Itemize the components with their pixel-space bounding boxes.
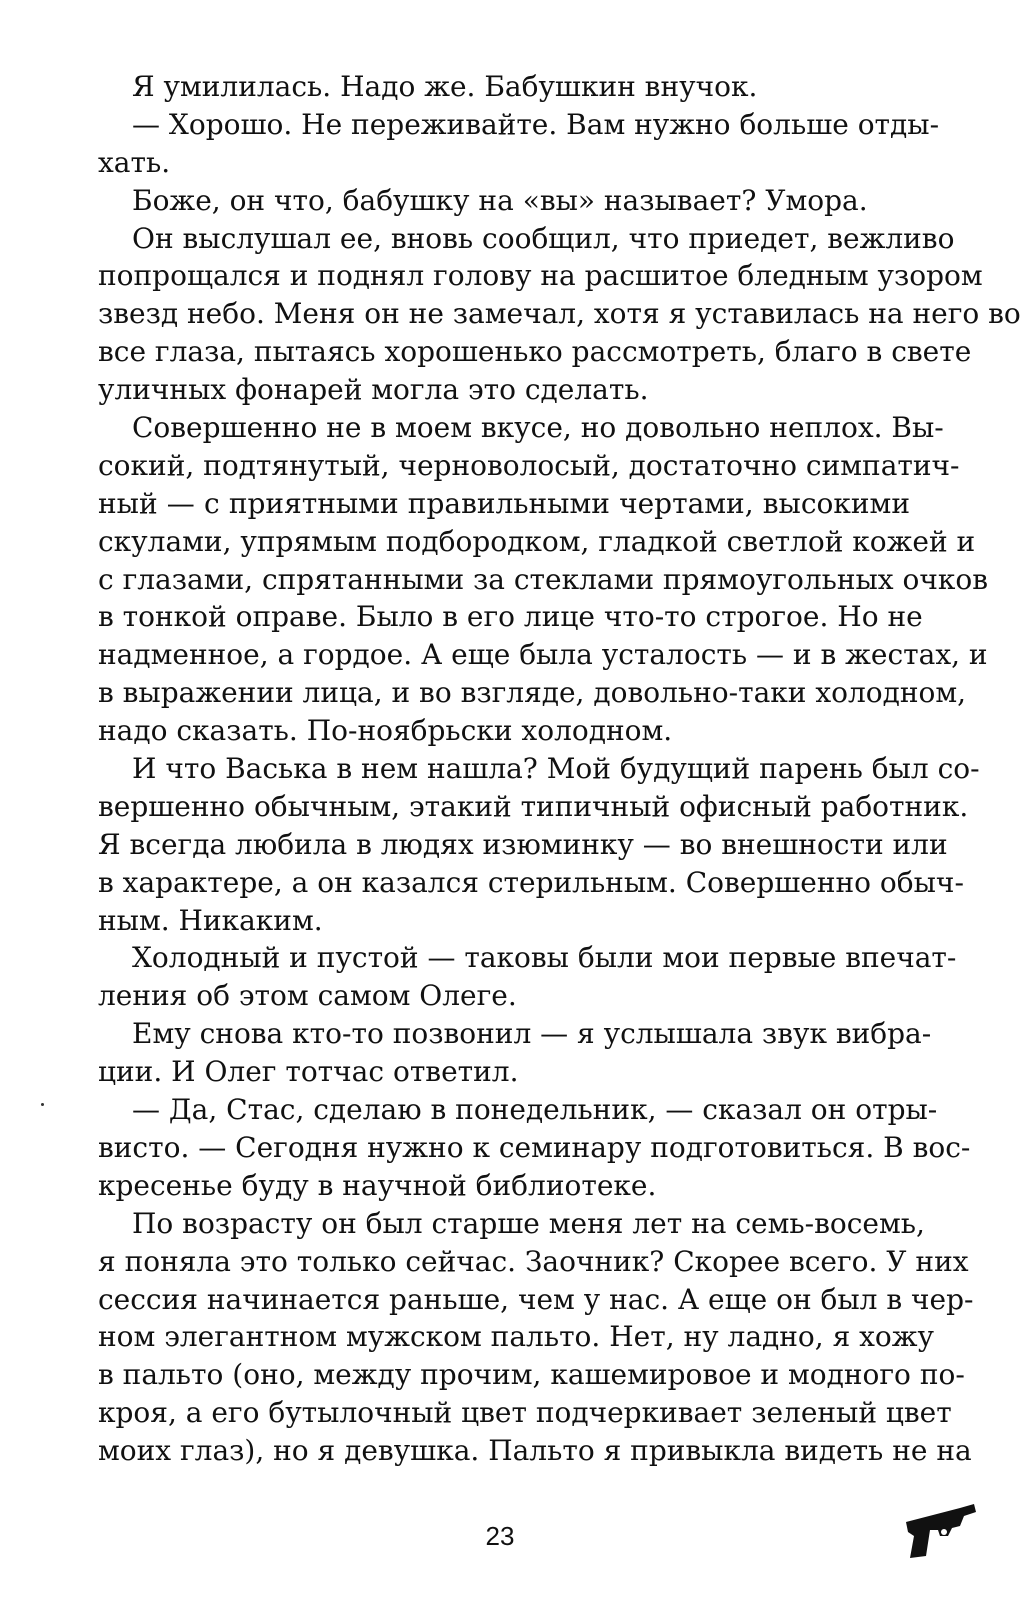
text-line: По возрасту он был старше меня лет на семь-восемь, (132, 1206, 925, 1240)
text-line: в выражении лица, и во взгляде, довольно-таки холодном, (98, 676, 967, 710)
text-line: в пальто (оно, между прочим, кашемировое и модного по- (98, 1358, 965, 1392)
text-line: ным. Никаким. (98, 903, 323, 937)
text-line: уличных фонарей могла это сделать. (98, 373, 649, 407)
text-line: ции. И Олег тотчас ответил. (98, 1055, 519, 1089)
text-line: надо сказать. По-ноябрьски холодном. (98, 714, 673, 748)
text-line: моих глаз), но я девушка. Пальто я привыкла видеть не на (98, 1434, 972, 1468)
text-line: с глазами, спрятанными за стеклами прямоугольных очков (98, 562, 988, 596)
text-line: кресенье буду в научной библиотеке. (98, 1168, 657, 1202)
text-line: попрощался и поднял голову на расшитое бледным узором (98, 259, 983, 293)
text-line: ный — с приятными правильными чертами, высокими (98, 486, 910, 520)
text-line: Боже, он что, бабушку на «вы» называет? Умора. (132, 183, 868, 217)
text-line: вершенно обычным, этакий типичный офисный работник. (98, 789, 969, 823)
text-line: Я всегда любила в людях изюминку — во внешности или (98, 827, 948, 861)
text-line: — Хорошо. Не переживайте. Вам нужно больше отды- (132, 107, 940, 141)
text-line: в характере, а он казался стерильным. Совершенно обыч- (98, 865, 964, 899)
revolver-icon (900, 1492, 978, 1564)
text-line: — Да, Стас, сделаю в понедельник, — сказал он отры- (132, 1093, 938, 1127)
text-line: сессия начинается раньше, чем у нас. А еще он был в чер- (98, 1282, 974, 1316)
text-line: висто. — Сегодня нужно к семинару подготовиться. В вос- (98, 1130, 971, 1164)
text-line: сокий, подтянутый, черноволосый, достаточно симпатич- (98, 448, 960, 482)
text-line: надменное, а гордое. А еще была усталость — и в жестах, и (98, 638, 988, 672)
text-line: Холодный и пустой — таковы были мои первые впечат- (132, 941, 957, 975)
text-line: Ему снова кто-то позвонил — я услышала звук вибра- (132, 1017, 932, 1051)
text-line: ном элегантном мужском пальто. Нет, ну ладно, я хожу (98, 1320, 935, 1354)
body-text (98, 68, 1021, 1470)
text-line: я поняла это только сейчас. Заочник? Скорее всего. У них (98, 1244, 969, 1278)
text-line: все глаза, пытаясь хорошенько рассмотреть, благо в свете (98, 335, 972, 369)
page-number: 23 (485, 1521, 515, 1551)
print-speck (41, 1103, 44, 1106)
text-line: кроя, а его бутылочный цвет подчеркивает зеленый цвет (98, 1396, 952, 1430)
text-line: Я умилилась. Надо же. Бабушкин внучок. (132, 70, 758, 103)
text-line: скулами, упрямым подбородком, гладкой светлой кожей и (98, 524, 976, 558)
text-line: хать. (98, 145, 171, 179)
text-line: И что Васька в нем нашла? Мой будущий парень был со- (132, 752, 980, 786)
text-line: ления об этом самом Олеге. (98, 979, 517, 1013)
text-line: Он выслушал ее, вновь сообщил, что приедет, вежливо (132, 221, 955, 255)
text-line: звезд небо. Меня он не замечал, хотя я уставилась на него во (98, 297, 1021, 331)
text-line: в тонкой оправе. Было в его лице что-то строгое. Но не (98, 600, 923, 634)
text-line: Совершенно не в моем вкусе, но довольно неплох. Вы- (132, 411, 944, 445)
